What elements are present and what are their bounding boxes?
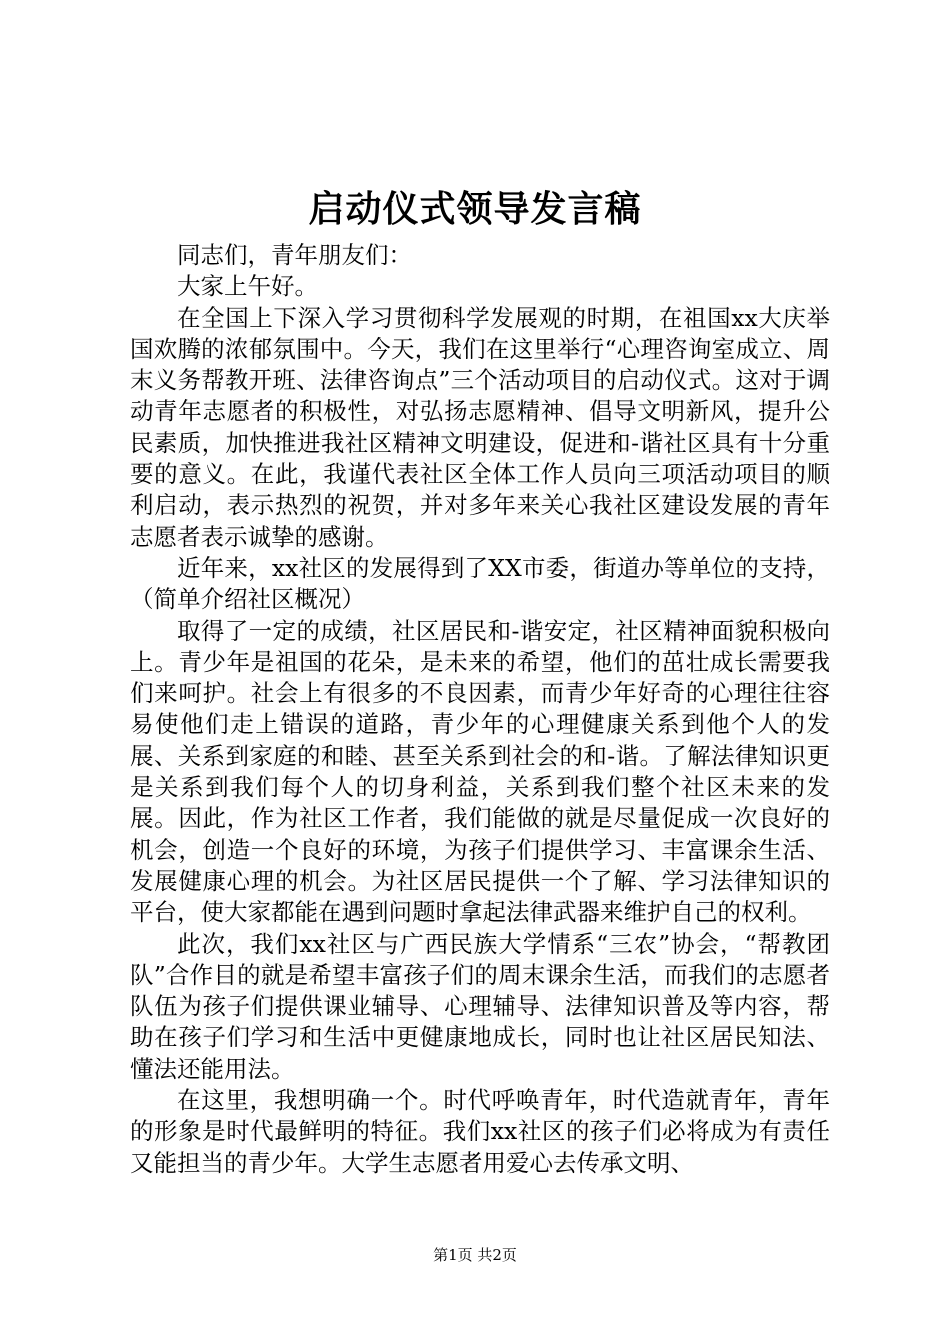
page-number-footer: 第1页 共2页 (433, 1246, 517, 1264)
document-body (130, 240, 830, 1179)
paragraph-salutation: 同志们，青年朋友们： (177, 241, 412, 269)
paragraph-support: 近年来，xx社区的发展得到了XX市委，街道办等单位的支持，（简单介绍社区概况） (130, 553, 830, 614)
paragraph-achievements: 取得了一定的成绩，社区居民和-谐安定，社区精神面貌积极向上。青少年是祖国的花朵，是未来的希望，他们的茁壮成长需要我们来呵护。社会上有很多的不良因素，而青少年好奇的心理往往容易使他们走上错误的道路，青少年的心理健康关系到他个人的发展、关系到家庭的和睦、甚至关系到社会的和-谐。了解法律知识更是关系到我们每个人的切身利益，关系到我们整个社区未来的发展。因此，作为社区工作者，我们能做的就是尽量促成一次良好的机会，创造一个良好的环境，为孩子们提供学习、丰富课余生活、发展健康心理的机会。为社区居民提供一个了解、学习法律知识的平台，使大家都能在遇到问题时拿起法律武器来维护自己的权利。 (130, 616, 830, 927)
paragraph-cooperation: 此次，我们xx社区与广西民族大学情系“三农”协会，“帮教团队”合作目的就是希望丰富孩子们的周末课余生活，而我们的志愿者队伍为孩子们提供课业辅导、心理辅导、法律知识普及等内容，帮助在孩子们学习和生活中更健康地成长，同时也让社区居民知法、懂法还能用法。 (130, 929, 830, 1083)
document-title: 启动仪式领导发言稿 (308, 188, 642, 230)
paragraph-greeting: 大家上午好。 (177, 272, 318, 301)
paragraph-youth: 在这里，我想明确一个。时代呼唤青年，时代造就青年，青年的形象是时代最鲜明的特征。我们xx社区的孩子们必将成为有责任又能担当的青少年。大学生志愿者用爱心去传承文明、 (130, 1086, 830, 1177)
paragraph-intro: 在全国上下深入学习贯彻科学发展观的时期，在祖国xx大庆举国欢腾的浓郁氛围中。今天，我们在这里举行“心理咨询室成立、周末义务帮教开班、法律咨询点”三个活动项目的启动仪式。这对于调动青年志愿者的积极性，对弘扬志愿精神、倡导文明新风，提升公民素质，加快推进我社区精神文明建设，促进和-谐社区具有十分重要的意义。在此，我谨代表社区全体工作人员向三项活动项目的顺利启动，表示热烈的祝贺，并对多年来关心我社区建设发展的青年志愿者表示诚挚的感谢。 (130, 303, 830, 551)
